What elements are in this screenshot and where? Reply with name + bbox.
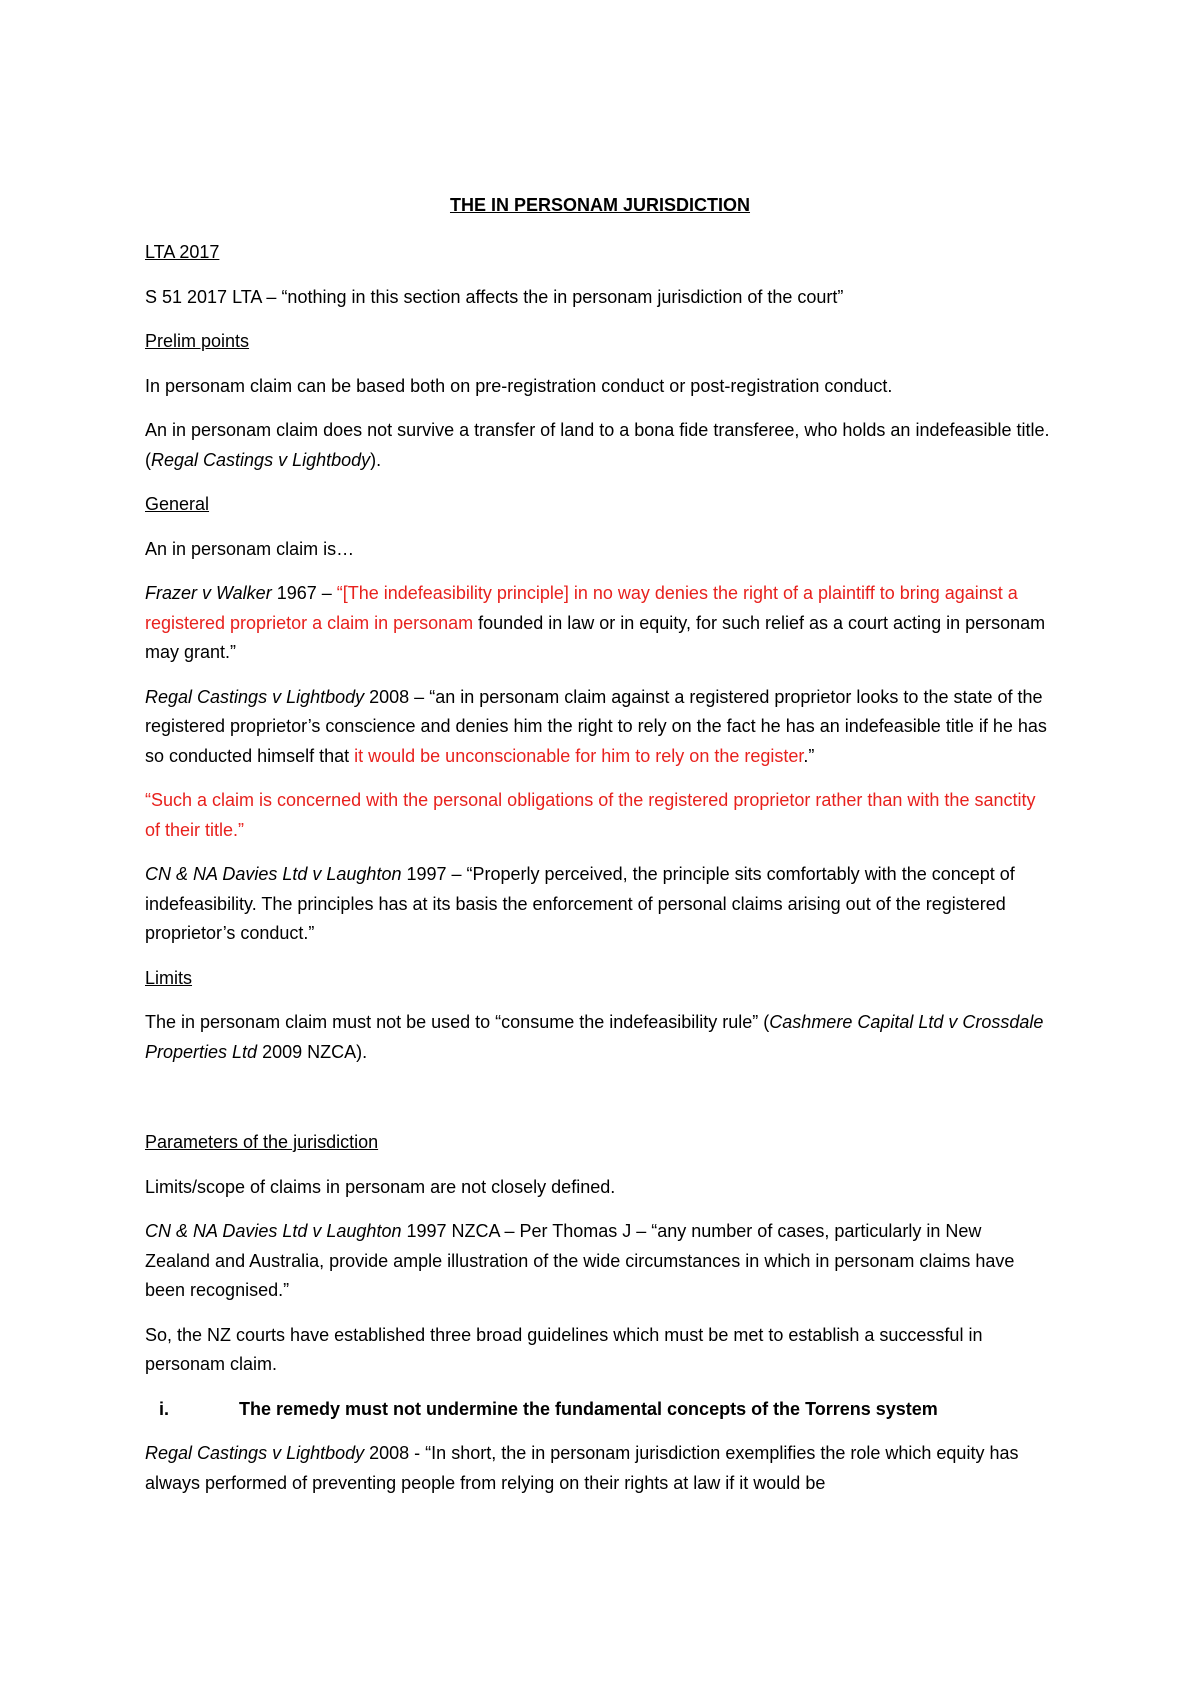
cn2-text: 1997 NZCA – Per Thomas J – “any number of cases, particularly in New Zealand and Australia, provide ample illustration of the wide circumstances in which in personam claims have been recognised.” — [145, 1221, 1015, 1300]
case-name: Regal Castings v Lightbody — [145, 686, 365, 707]
params-paragraph-2: So, the NZ courts have established three broad guidelines which must be met to establish a successful in personam claim. — [145, 1324, 983, 1374]
prelim-heading: Prelim points — [145, 331, 250, 351]
frazer-highlight: “[The indefeasibility principle] in no way denies the right of a plaintiff to bring against a registered proprietor a claim in personam — [145, 583, 1018, 633]
general-paragraph-1: An in personam claim is… — [145, 538, 355, 559]
frazer-year: 1967 – — [271, 583, 337, 603]
prelim-p2-end: ). — [370, 449, 382, 470]
prelim-p2-text: An in personam claim does not survive a transfer of land to a bona fide transferee, who holds an indefeasible title. ( — [145, 420, 1050, 470]
regal1-highlight: it would be unconscionable for him to rely on the register — [354, 745, 804, 766]
cn-paragraph-1 — [145, 860, 1050, 949]
spacer — [145, 1082, 1050, 1128]
guideline-1 — [145, 1395, 1050, 1425]
limits-end: 2009 NZCA). — [257, 1041, 368, 1062]
regal2-text: 2008 - “In short, the in personam jurisdiction exemplifies the role which equity has always performed of preventing people from relying on their rights at law if it would be — [145, 1443, 1019, 1493]
params-paragraph-1: Limits/scope of claims in personam are not closely defined. — [145, 1176, 616, 1197]
regal1-end: .” — [803, 745, 815, 766]
guideline-text: The remedy must not undermine the fundamental concepts of the Torrens system — [239, 1398, 938, 1419]
limits-paragraph-1 — [145, 1008, 1050, 1067]
regal-paragraph-2 — [145, 1439, 1050, 1498]
limits-heading: Limits — [145, 967, 193, 988]
document-title: THE IN PERSONAM JURISDICTION — [449, 195, 751, 215]
document-body — [145, 238, 1050, 1513]
regal-quote-2: “Such a claim is concerned with the personal obligations of the registered proprietor rather than with the sanctity of their title.” — [145, 790, 1036, 840]
limits-text: The in personam claim must not be used to “consume the indefeasibility rule” ( — [145, 1012, 770, 1032]
frazer-paragraph — [145, 579, 1050, 668]
cn1-text: 1997 – “Properly perceived, the principle sits comfortably with the concept of indefeasibility. The principles has at its basis the enforcement of personal claims arising out of the registered proprietor’s conduct.” — [145, 864, 1015, 943]
frazer-rest: founded in law or in equity, for such relief as a court acting in personam may grant.” — [145, 612, 1046, 662]
s51-ref: S 51 2017 LTA – — [145, 286, 282, 307]
case-name: CN & NA Davies Ltd v Laughton — [145, 864, 402, 884]
lta-heading: LTA 2017 — [145, 242, 220, 262]
s51-quote: “nothing in this section affects the in personam jurisdiction of the court” — [281, 286, 844, 307]
case-name: CN & NA Davies Ltd v Laughton — [145, 1221, 402, 1241]
params-heading: Parameters of the jurisdiction — [145, 1132, 379, 1152]
case-name: Cashmere Capital Ltd v Crossdale Properties Ltd — [145, 1012, 1044, 1062]
case-name: Regal Castings v Lightbody — [151, 449, 371, 470]
prelim-paragraph-1: In personam claim can be based both on pre-registration conduct or post-registration conduct. — [145, 375, 893, 396]
cn-paragraph-2 — [145, 1217, 1050, 1306]
regal-paragraph-1 — [145, 683, 1050, 772]
case-name: Frazer v Walker — [145, 583, 272, 603]
general-heading: General — [145, 494, 210, 514]
case-name: Regal Castings v Lightbody — [145, 1443, 365, 1463]
s51-paragraph — [145, 283, 1050, 313]
guideline-number: i. — [159, 1398, 170, 1419]
prelim-paragraph-2 — [145, 416, 1050, 475]
regal1-text: 2008 – “an in personam claim against a registered proprietor looks to the state of the registered proprietor’s conscience and denies him the right to rely on the fact he has an indefeasible title if he has so conducted himself that — [145, 686, 1047, 766]
